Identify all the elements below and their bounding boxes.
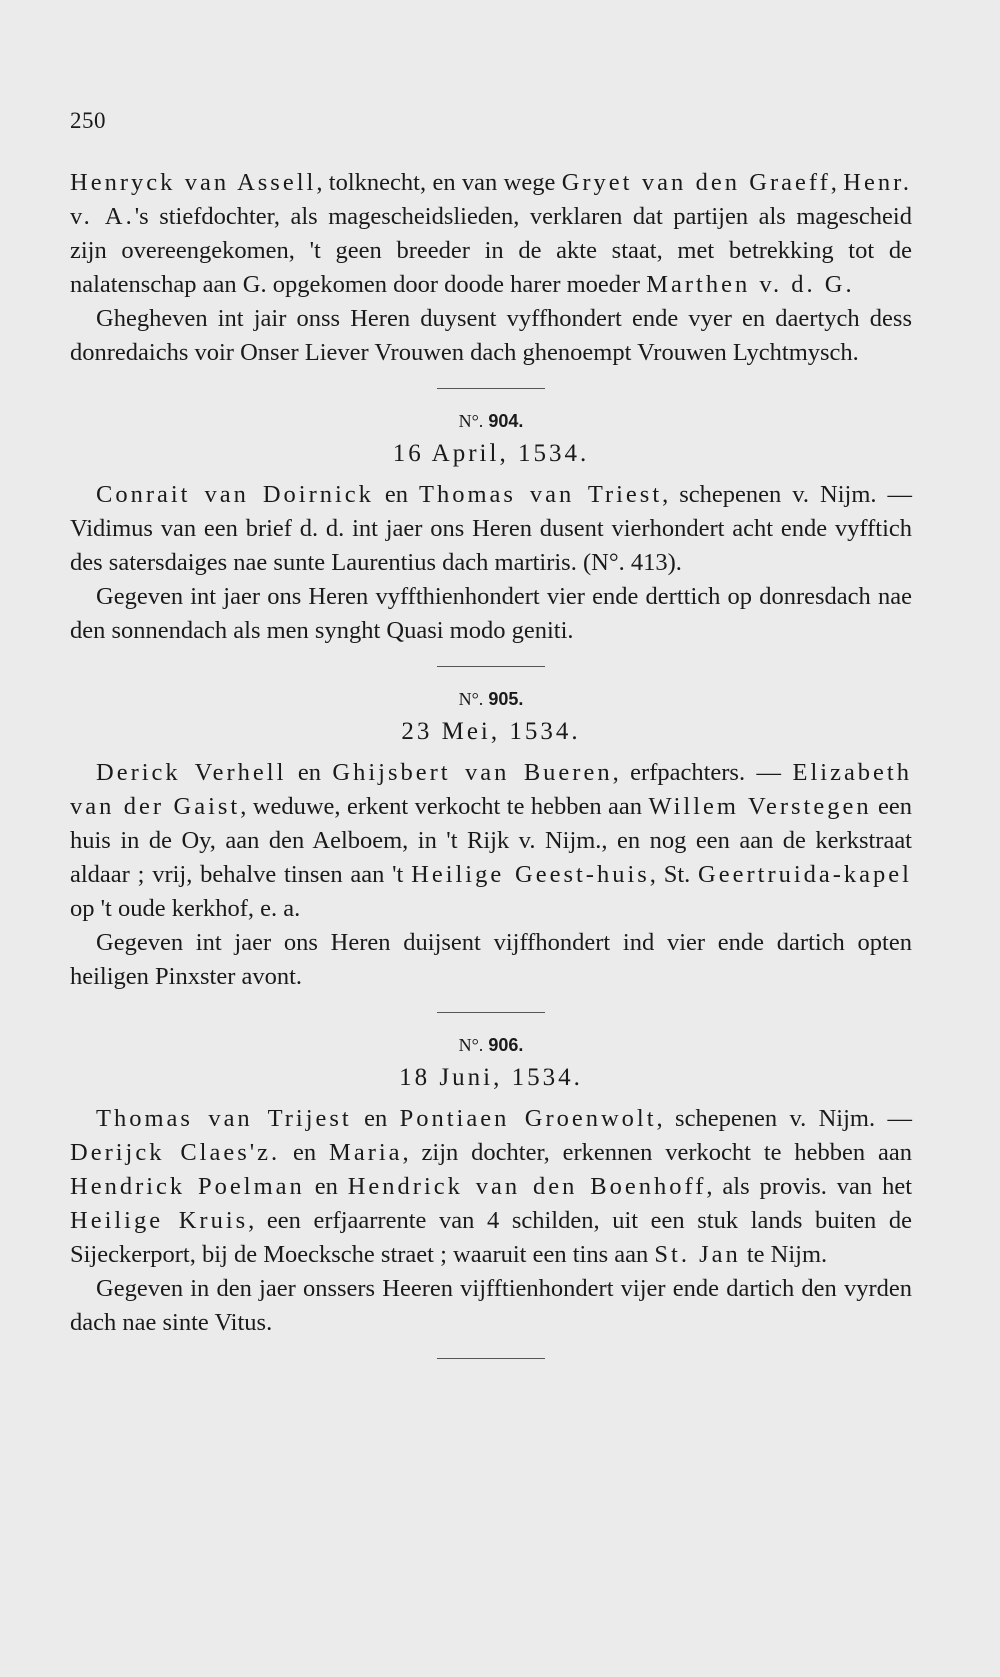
body-text: , als provis. van het — [706, 1173, 913, 1200]
body-text: 's stiefdochter, als magescheidslieden, verklaren dat partijen als magescheid zijn overeengekomen, 't geen breeder in de akte staat, met betrekking tot de nalatenschap aan G. opgekomen door doode harer moeder — [70, 203, 912, 298]
number-label: N°. — [458, 1035, 484, 1055]
entry-number — [70, 411, 912, 432]
person-name: Hendrick van den Boenhoff — [347, 1173, 707, 1200]
body-text: , erfpachters. — — [612, 759, 793, 786]
body-text: , — [830, 169, 844, 196]
person-name: Thomas van Trijest — [96, 1105, 352, 1132]
institution-name: Heilige Kruis — [70, 1207, 249, 1234]
person-name: Derijck Claes'z. — [70, 1139, 281, 1166]
person-name: Elizabeth van der Gaist — [70, 759, 912, 820]
number-label: N°. — [458, 689, 484, 709]
entry-905-body — [70, 756, 912, 926]
institution-name: Heilige Geest-huis — [411, 861, 650, 888]
section-divider — [437, 1358, 545, 1359]
entry-906-body — [70, 1102, 912, 1272]
body-text: , schepenen v. Nijm. — — [656, 1105, 912, 1132]
person-name: Henryck van Assell — [70, 169, 317, 196]
entry-906-dating-clause: Gegeven in den jaer onssers Heeren vijfftienhondert vijer ende dartich den vyrden dach nae sinte Vitus. — [70, 1275, 912, 1336]
institution-name: St. Jan — [654, 1241, 741, 1268]
entry-number — [70, 689, 912, 710]
body-text: en — [280, 1139, 330, 1166]
person-name: Gryet van den Graeff — [561, 169, 831, 196]
entry-903-continuation — [70, 166, 912, 370]
person-name: Henr. v. A. — [70, 169, 913, 230]
entry-905-dating-clause: Gegeven int jaer ons Heren duijsent vijffhondert ind vier ende dartich opten heiligen Pinxster avont. — [70, 929, 912, 990]
person-name: Maria — [329, 1139, 403, 1166]
body-text: , een erfjaarrente van 4 schilden, uit een stuk lands buiten de Sijeckerport, bij de Moecksche straet ; waaruit een tins aan — [70, 1207, 913, 1268]
entry-date: 23 Mei, 1534. — [401, 718, 581, 745]
person-name: Marthen v. d. G. — [646, 271, 855, 298]
section-divider — [437, 388, 545, 389]
entry-903-body — [70, 166, 912, 302]
body-text: , zijn dochter, erkennen verkocht te hebben aan — [402, 1139, 913, 1166]
body-text: en — [286, 759, 333, 786]
entry-date: 16 April, 1534. — [392, 440, 590, 467]
section-divider — [437, 1012, 545, 1013]
body-text: , St. — [649, 861, 699, 888]
person-name: Thomas van Triest — [419, 481, 663, 508]
number-label: N°. — [458, 411, 484, 431]
number-value: 906. — [488, 1035, 524, 1055]
body-text: en — [373, 481, 420, 508]
body-text: en — [351, 1105, 400, 1132]
body-text: , tolknecht, en van wege — [316, 169, 562, 196]
entry-904 — [70, 411, 912, 648]
body-text: een huis in de Oy, aan den Aelboem, in 't Rijk v. Nijm., en nog een aan de kerkstraat aldaar ; vrij, behalve tinsen aan 't — [70, 793, 913, 888]
body-text: , weduwe, erkent verkocht te hebben aan — [240, 793, 649, 820]
entry-903-dating-clause: Ghegheven int jair onss Heren duysent vyffhondert ende vyer en daertych dess donredaichs voir Onser Liever Vrouwen dach ghenoempt Vrouwen Lychtmysch. — [70, 305, 912, 366]
entry-905 — [70, 689, 912, 994]
entry-date: 18 Juni, 1534. — [399, 1064, 583, 1091]
person-name: Hendrick Poelman — [70, 1173, 305, 1200]
page-number: 250 — [70, 108, 106, 133]
person-name: Pontiaen Groenwolt — [399, 1105, 657, 1132]
entry-904-body — [70, 478, 912, 580]
section-divider — [437, 666, 545, 667]
body-text: , schepenen v. Nijm. — Vidimus van een brief d. d. int jaer ons Heren dusent vierhondert acht ende vyfftich des satersdaiges nae sunte Laurentius dach martiris. (N°. 413). — [70, 481, 913, 576]
body-text: op 't oude kerkhof, e. a. — [70, 895, 301, 922]
person-name: Conrait van Doirnick — [96, 481, 374, 508]
number-value: 904. — [488, 411, 524, 431]
person-name: Willem Verstegen — [648, 793, 872, 820]
number-value: 905. — [488, 689, 524, 709]
entry-number — [70, 1035, 912, 1056]
entry-904-dating-clause: Gegeven int jaer ons Heren vyffthienhondert vier ende derttich op donresdach nae den sonnendach als men synght Quasi modo geniti. — [70, 583, 912, 644]
institution-name: Geertruida-kapel — [698, 861, 912, 888]
body-text: en — [304, 1173, 348, 1200]
entry-906 — [70, 1035, 912, 1340]
body-text: te Nijm. — [740, 1241, 828, 1268]
person-name: Ghijsbert van Bueren — [332, 759, 613, 786]
person-name: Derick Verhell — [96, 759, 287, 786]
